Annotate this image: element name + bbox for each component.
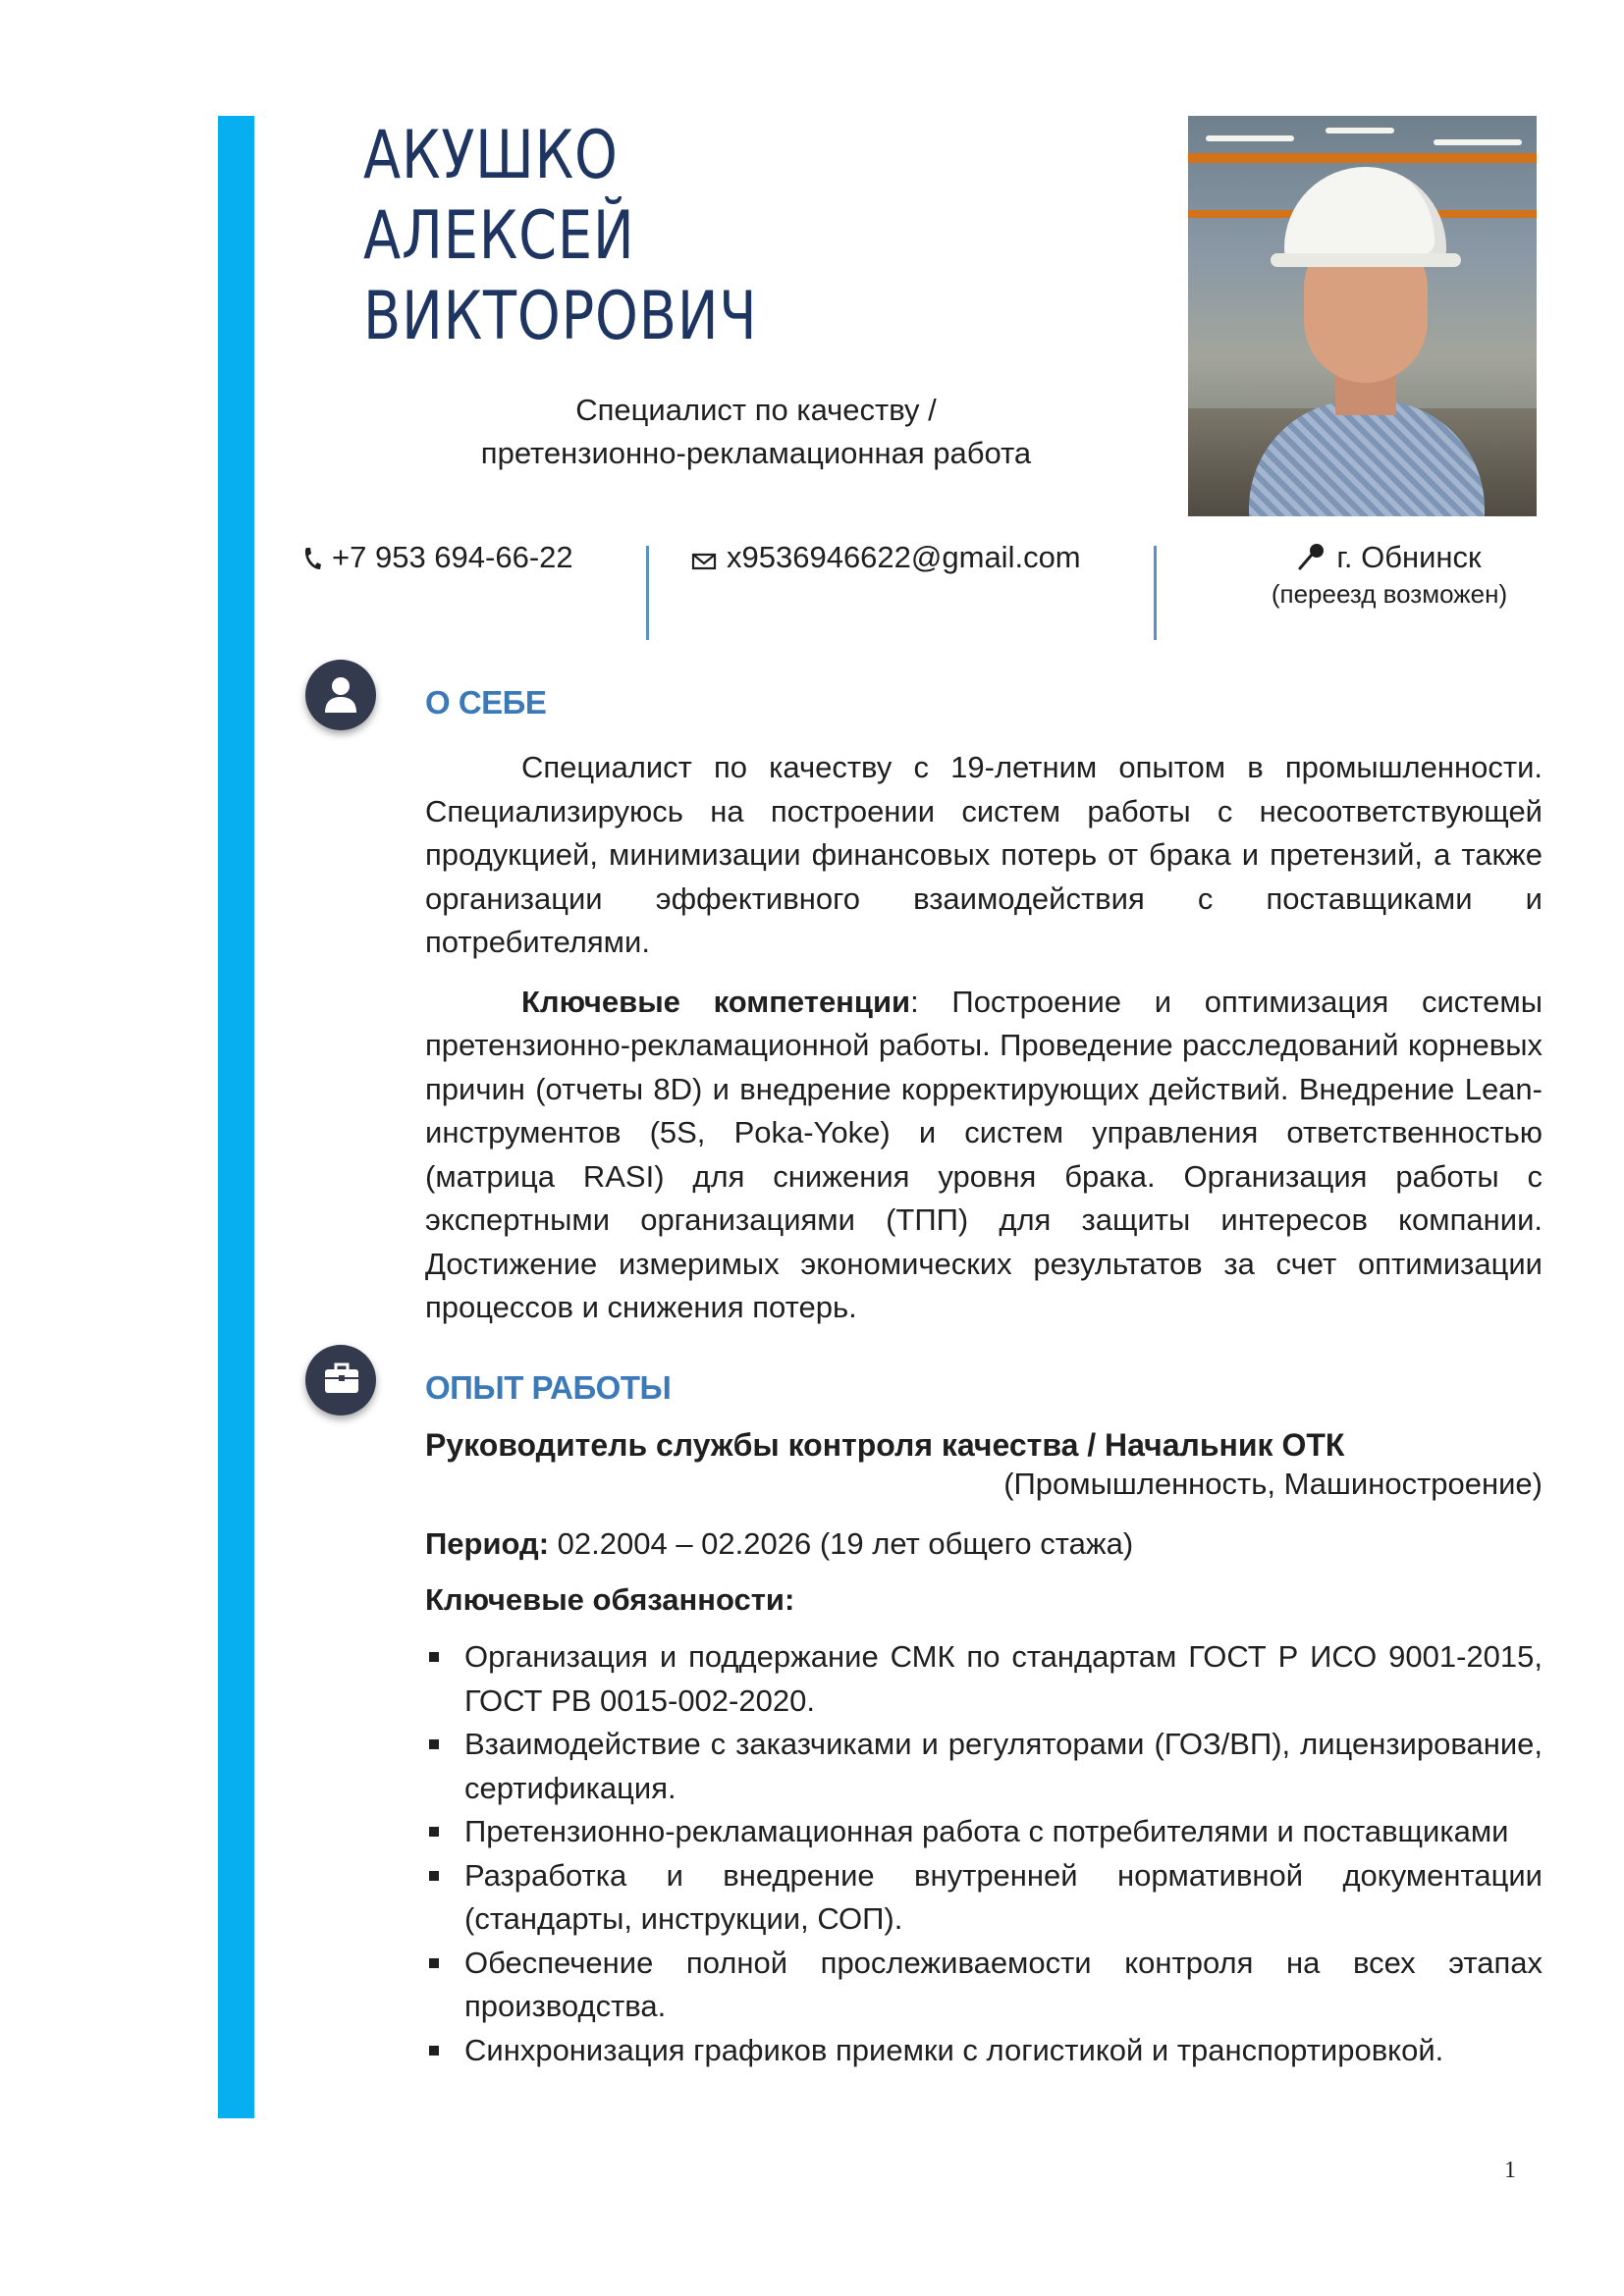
- about-paragraph: Специалист по качеству с 19-летним опытом в промышленности. Специализируюсь на построении систем работы с несоответствующей продукцией, минимизации финансовых потерь от брака и претензий, а также организации эффективного взаимодействия с поставщиками и потребителями.: [425, 750, 1543, 959]
- phone-number: +7 953 694-66-22: [332, 540, 573, 574]
- list-item: Разработка и внедрение внутренней нормативной документации (стандарты, инструкции, СОП).: [425, 1854, 1543, 1942]
- duties-title: Ключевые обязанности:: [425, 1582, 795, 1617]
- experience-industry: (Промышленность, Машиностроение): [1003, 1467, 1543, 1501]
- list-item: Синхронизация графиков приемки с логистикой и транспортировкой.: [425, 2029, 1543, 2073]
- list-item: Взаимодействие с заказчиками и регуляторами (ГОЗ/ВП), лицензирование, сертификация.: [425, 1723, 1543, 1810]
- experience-role: Руководитель службы контроля качества / Начальник ОТК: [425, 1427, 1345, 1463]
- briefcase-section-icon: [305, 1345, 376, 1415]
- patronymic: ВИКТОРОВИЧ: [363, 278, 758, 355]
- email-contact[interactable]: [691, 538, 1081, 577]
- contacts-row: [295, 538, 1561, 646]
- list-item: Обеспечение полной прослеживаемости контроля на всех этапах производства.: [425, 1942, 1543, 2029]
- relocation-note: (переезд возможен): [1271, 579, 1508, 609]
- period-value: 02.2004 – 02.2026 (19 лет общего стажа): [549, 1526, 1134, 1561]
- email-address: x9536946622@gmail.com: [727, 540, 1081, 574]
- profile-photo: [1188, 116, 1537, 516]
- full-name: [363, 116, 874, 357]
- phone-icon: [302, 546, 322, 571]
- city: г. Обнинск: [1336, 540, 1482, 574]
- accent-bar: [218, 116, 254, 2118]
- first-name: АЛЕКСЕЙ: [363, 197, 635, 275]
- about-section-title: О СЕБЕ: [425, 684, 547, 721]
- phone-contact[interactable]: [302, 538, 573, 577]
- experience-section-title: ОПЫТ РАБОТЫ: [425, 1369, 672, 1406]
- mail-icon: [691, 552, 717, 571]
- job-title-line-1: Специалист по качеству /: [575, 393, 937, 427]
- contact-divider: [1154, 546, 1157, 640]
- list-item: Организация и поддержание СМК по стандартам ГОСТ Р ИСО 9001-2015, ГОСТ РВ 0015-002-2020.: [425, 1635, 1543, 1723]
- surname: АКУШКО: [363, 117, 619, 194]
- user-icon: [323, 675, 358, 715]
- list-item: Претензионно-рекламационная работа с потребителями и поставщиками: [425, 1810, 1543, 1854]
- pin-icon: [1297, 542, 1326, 571]
- period-label: Период:: [425, 1526, 550, 1561]
- duties-list: [425, 1635, 1543, 2072]
- job-title-line-2: претензионно-рекламационная работа: [480, 436, 1032, 470]
- competencies-label: Ключевые компетенции: [521, 984, 911, 1019]
- briefcase-icon: [323, 1361, 360, 1396]
- competencies-paragraph: [425, 981, 1543, 1330]
- location-contact: [1227, 538, 1551, 611]
- user-section-icon: [305, 660, 376, 730]
- contact-divider: [646, 546, 649, 640]
- experience-period: [425, 1524, 1133, 1564]
- page-number: 1: [1504, 2158, 1516, 2183]
- competencies-text: : Построение и оптимизация системы претензионно-рекламационной работы. Проведение расследований корневых причин (отчеты 8D) и внедрение корректирующих действий. Внедрение Lean-инструментов (5S, Poka-Yoke) и систем управления ответственностью (матрица RASI) для снижения уровня брака. Организация работы с экспертными организациями (ТПП) для защиты интересов компании. Достижение измеримых экономических результатов за счет оптимизации процессов и снижения потерь.: [425, 984, 1543, 1324]
- about-content: [425, 746, 1543, 1330]
- job-title: [393, 389, 1119, 475]
